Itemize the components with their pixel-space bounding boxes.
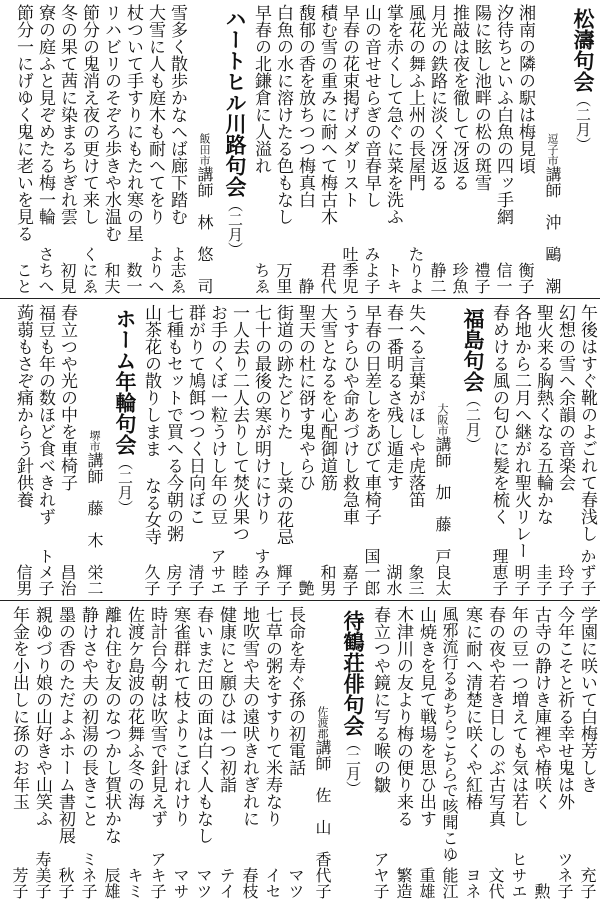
group-month: （二月）: [116, 455, 134, 515]
haiku-author: 玲子: [556, 564, 575, 596]
haiku-author: かず子: [578, 548, 597, 596]
haiku-text: 寮の庭ふと見ぞめたる梅一輪: [35, 4, 55, 225]
haiku-column: [168, 4, 190, 294]
haiku-author: 睦子: [230, 564, 249, 596]
haiku-text: 風邪流行るあちらこちらで咳聞こゆ: [440, 606, 459, 862]
haiku-author: 明子: [512, 564, 531, 596]
haiku-author: アサエ: [208, 548, 227, 596]
haiku-text: 掌を赤くして急ぐに菜を洗ふ: [383, 4, 403, 225]
haiku-author: 象三: [406, 564, 425, 596]
haiku-text: うすらひや命あづけし救急車: [339, 304, 359, 525]
haiku-author: マサ: [171, 867, 190, 899]
haiku-author: 理恵子: [490, 548, 509, 596]
divider: [0, 298, 600, 299]
haiku-author: くにゑ: [80, 246, 99, 294]
haiku-column: [285, 606, 308, 899]
haiku-author: イセ: [263, 867, 282, 899]
haiku-text: 節分一にげゆく鬼に老いを見る: [13, 4, 33, 242]
haiku-author: ヒサエ: [509, 851, 528, 899]
haiku-author: 艶: [296, 580, 315, 596]
haiku-author: キミ: [125, 867, 144, 899]
divider: [0, 600, 600, 601]
haiku-author: 辰雄: [102, 867, 121, 899]
haiku-author: マツ: [286, 867, 305, 899]
haiku-author: 重雄: [417, 867, 436, 899]
haiku-text: 白魚の水に溶けたる色もなし: [273, 4, 293, 225]
haiku-author: 信男: [14, 564, 33, 596]
haiku-text: 陽に眩し池畔の松の斑雪: [471, 4, 491, 191]
haiku-text: 節分の鬼消え夜の更けて来し: [79, 4, 99, 225]
haiku-author: ヨネ: [463, 867, 482, 899]
haiku-text: 親ゆづり娘の山好きや山笑ふ: [32, 606, 52, 827]
haiku-text: 積む雪の重みに耐へて梅古木: [317, 4, 337, 225]
haiku-author: トメ子: [36, 548, 55, 596]
haiku-author: よりへ: [146, 246, 165, 294]
haiku-author: 信一: [494, 262, 513, 294]
haiku-author: 芳子: [10, 867, 29, 899]
haiku-text: 聖天の杜に谺す鬼やらひ: [295, 304, 315, 491]
haiku-author: 寿美子: [33, 851, 52, 899]
haiku-text: 推敲は夜を徹して冴返る: [449, 4, 469, 191]
haiku-author: 数一: [124, 262, 143, 294]
haiku-column: [406, 304, 428, 596]
haiku-text: 馥郁の香を放ちつつ梅真白: [295, 4, 315, 208]
haiku-author: みよ子: [362, 246, 381, 294]
haiku-author: 嘉子: [340, 564, 359, 596]
haiku-text: 年金を小出しに孫のお年玉: [9, 606, 29, 810]
haiku-text: 今年こそと祈る幸せ鬼は外: [554, 606, 574, 810]
group-title: [334, 606, 370, 899]
haiku-text: 春立つや光の中を車椅子: [57, 304, 77, 491]
haiku-author: 万里: [274, 262, 293, 294]
haiku-text: 午後はすぐ靴のよごれて春浅し: [577, 304, 597, 542]
haiku-author: 国一郎: [362, 548, 381, 596]
teacher-location: 堺市: [88, 430, 101, 452]
group-month: （二月）: [574, 92, 592, 152]
haiku-text: 蒟蒻もさぞ痛からう針供養: [13, 304, 33, 508]
haiku-author: すみ子: [252, 548, 271, 596]
group-name: ホーム年輪句会: [113, 308, 137, 455]
haiku-author: こと: [14, 262, 33, 294]
haiku-author: 久子: [142, 564, 161, 596]
haiku-author: 春枝: [240, 867, 259, 899]
teacher-line: [80, 304, 106, 596]
haiku-text: 山の音せせらぎの音春早し: [361, 4, 381, 208]
haiku-text: 学園に咲いて白梅芳しき: [577, 606, 597, 793]
haiku-author: 充子: [578, 867, 597, 899]
teacher-name: 講師 藤 木 栄二: [85, 452, 104, 596]
teacher-line: [538, 4, 564, 294]
haiku-author: 和夫: [102, 262, 121, 294]
haiku-author: 吐季児: [340, 246, 359, 294]
teacher-line: [308, 606, 334, 899]
haiku-author: 君代: [318, 262, 337, 294]
haiku-text: 地吹雪や夫の遠吠きれぎれに: [239, 606, 259, 827]
haiku-author: 湖水: [384, 564, 403, 596]
haiku-column: [58, 304, 80, 596]
teacher-name: 講師 沖 鷗 潮: [543, 166, 562, 294]
teacher-name: 講師 加 藤 戸良太: [433, 436, 452, 596]
haiku-author: 珍魚: [450, 262, 469, 294]
haiku-text: 早春の花束掲げメダリスト: [339, 4, 359, 208]
haiku-text: 幻想の雪へ余韻の音楽会: [555, 304, 575, 491]
teacher-location: 逗子市: [546, 133, 559, 166]
haiku-text: 大雪に人も庭木も耐へてをり: [145, 4, 165, 225]
haiku-author: 禮子: [472, 262, 491, 294]
haiku-author: 圭子: [534, 564, 553, 596]
haiku-author: 繁造: [394, 867, 413, 899]
haiku-author: ちゑ: [252, 262, 271, 294]
haiku-text: 月光の鉄路に淡く冴返る: [427, 4, 447, 191]
haiku-text: 古寺の静けき庫裡や椿咲く: [531, 606, 551, 810]
haiku-text: 早春の北鎌倉に人溢れ: [251, 4, 271, 174]
haiku-text: 福豆も年の数ほど食べきれず: [35, 304, 55, 525]
haiku-text: 春めける風の匂ひに髪を梳く: [489, 304, 509, 525]
haiku-author: 和男: [318, 564, 337, 596]
haiku-text: 一人去り二人去りして焚火果つ: [229, 304, 249, 542]
haiku-author: 初見: [58, 262, 77, 294]
haiku-text: 各地から二月へ継がれ聖火リレー: [511, 304, 531, 559]
haiku-text: 冬の果て茜に染まるちぎれ雲: [57, 4, 77, 225]
haiku-text: 街道の跡たどりた し菜の花忌: [273, 304, 293, 545]
group-name: 福島句会: [461, 308, 485, 392]
haiku-author: 清子: [186, 564, 205, 596]
haiku-text: 長命を寿ぐ孫の初電話: [285, 606, 305, 776]
group-title: [564, 4, 600, 294]
haiku-author: アキ子: [148, 851, 167, 899]
haiku-text: 佐渡ケ島波の花舞ふ冬の海: [124, 606, 144, 810]
haiku-text: 春いまだ田の面は白く人もなし: [193, 606, 213, 844]
haiku-author: ツネ子: [555, 851, 574, 899]
haiku-author: アヤ子: [371, 851, 390, 899]
haiku-author: 能江: [440, 867, 459, 899]
haiku-text: 七草の粥をすすりて米寿なり: [262, 606, 282, 827]
teacher-location: 佐渡郡: [316, 706, 329, 739]
group-title: [454, 304, 490, 596]
haiku-column: [516, 4, 538, 294]
haiku-text: 雪多く散歩かなへば廊下踏む: [167, 4, 187, 225]
group-month: （二月）: [226, 197, 244, 257]
haiku-author: 衡子: [516, 262, 535, 294]
haiku-text: 時計台今朝は吹雪で針見えず: [147, 606, 167, 827]
haiku-text: 木津川の友より梅の便り来る: [393, 606, 413, 827]
haiku-text: 春一番明るさ残し遁走す: [383, 304, 403, 491]
haiku-text: 湘南の隣の駅は梅見頃: [515, 4, 535, 174]
haiku-author: マツ: [194, 867, 213, 899]
band-middle: [0, 304, 600, 596]
teacher-location: 大阪市: [436, 403, 449, 436]
haiku-author: 静二: [428, 262, 447, 294]
haiku-text: 汐待ちといふ白魚の四ッ手網: [493, 4, 513, 225]
haiku-author: 輝子: [274, 564, 293, 596]
teacher-name: 講師 林 悠 司: [195, 166, 214, 294]
haiku-text: 杖ついて手すりにもたれ寒の星: [123, 4, 143, 242]
haiku-text: 寒雀群れて枝よりこぼれけり: [170, 606, 190, 827]
haiku-author: テイ: [217, 867, 236, 899]
haiku-author: さちへ: [36, 246, 55, 294]
haiku-author: 静: [296, 278, 315, 294]
haiku-author: よ志ゑ: [168, 246, 187, 294]
group-name: 松濤句会: [571, 8, 595, 92]
haiku-text: 七十の最後の寒が明けにけり: [251, 304, 271, 525]
group-title: [216, 4, 252, 294]
band-bottom: [0, 606, 600, 899]
group-title: [106, 304, 142, 596]
haiku-text: 健康にと願ひは一つ初詣: [216, 606, 236, 793]
haiku-author: 房子: [164, 564, 183, 596]
haiku-text: 春の夜や若き日しのぶ古写真: [485, 606, 505, 827]
haiku-author: 秋子: [56, 867, 75, 899]
group-name: 待鶴荘俳句会: [341, 610, 365, 736]
group-month: （二月）: [464, 392, 482, 452]
haiku-text: お手のくぼ一粒うけし年の豆: [207, 304, 227, 525]
haiku-text: 聖火来る胸熱くなる五輪かな: [533, 304, 553, 525]
band-top: [0, 4, 600, 294]
haiku-text: 風花の舞ふ上州の長屋門: [405, 4, 425, 191]
haiku-text: リハビリのそぞろ歩きや水温む: [101, 4, 121, 242]
haiku-text: 山茶花の散りしまま なる女寺: [141, 304, 161, 545]
haiku-text: 大雪となるを心配御道筋: [317, 304, 337, 491]
haiku-column: [578, 304, 600, 596]
teacher-line: [428, 304, 454, 596]
haiku-text: 春立つや鏡に写る喉の皺: [370, 606, 390, 793]
haiku-author: 文代: [486, 867, 505, 899]
haiku-author: ミネ子: [79, 851, 98, 899]
haiku-text: 七種もセットで買へる今朝の粥: [163, 304, 183, 542]
haiku-text: 早春の日差しをあびて車椅子: [361, 304, 381, 525]
haiku-text: 寒に耐へ清楚に咲くや紅椿: [462, 606, 482, 810]
haiku-text: 群がりて鳩餌つつく日向ぼこ: [185, 304, 205, 525]
haiku-text: 失へる言葉がほしや虎落笛: [405, 304, 425, 508]
group-month: （二月）: [344, 736, 362, 796]
haiku-author: たりよ: [406, 246, 425, 294]
haiku-author: 勲: [532, 883, 551, 899]
haiku-text: 山焼きを見て戦場を思ひ出す: [416, 606, 436, 827]
haiku-text: 離れ住む友のなつかし賀状かな: [101, 606, 121, 844]
teacher-location: 飯田市: [198, 133, 211, 166]
haiku-text: 年の豆一つ増えても気は若し: [508, 606, 528, 827]
haiku-author: 昌治: [58, 564, 77, 596]
haiku-text: 墨の香のただよふホーム書初展: [55, 606, 75, 844]
group-name: ハートヒル川路句会: [223, 8, 247, 197]
haiku-text: 静けさや夫の初湯の長きこと: [78, 606, 98, 827]
haiku-author: トキ: [384, 262, 403, 294]
teacher-name: 講師 佐 山 香代子: [313, 739, 332, 899]
haiku-column: [577, 606, 600, 899]
teacher-line: [190, 4, 216, 294]
